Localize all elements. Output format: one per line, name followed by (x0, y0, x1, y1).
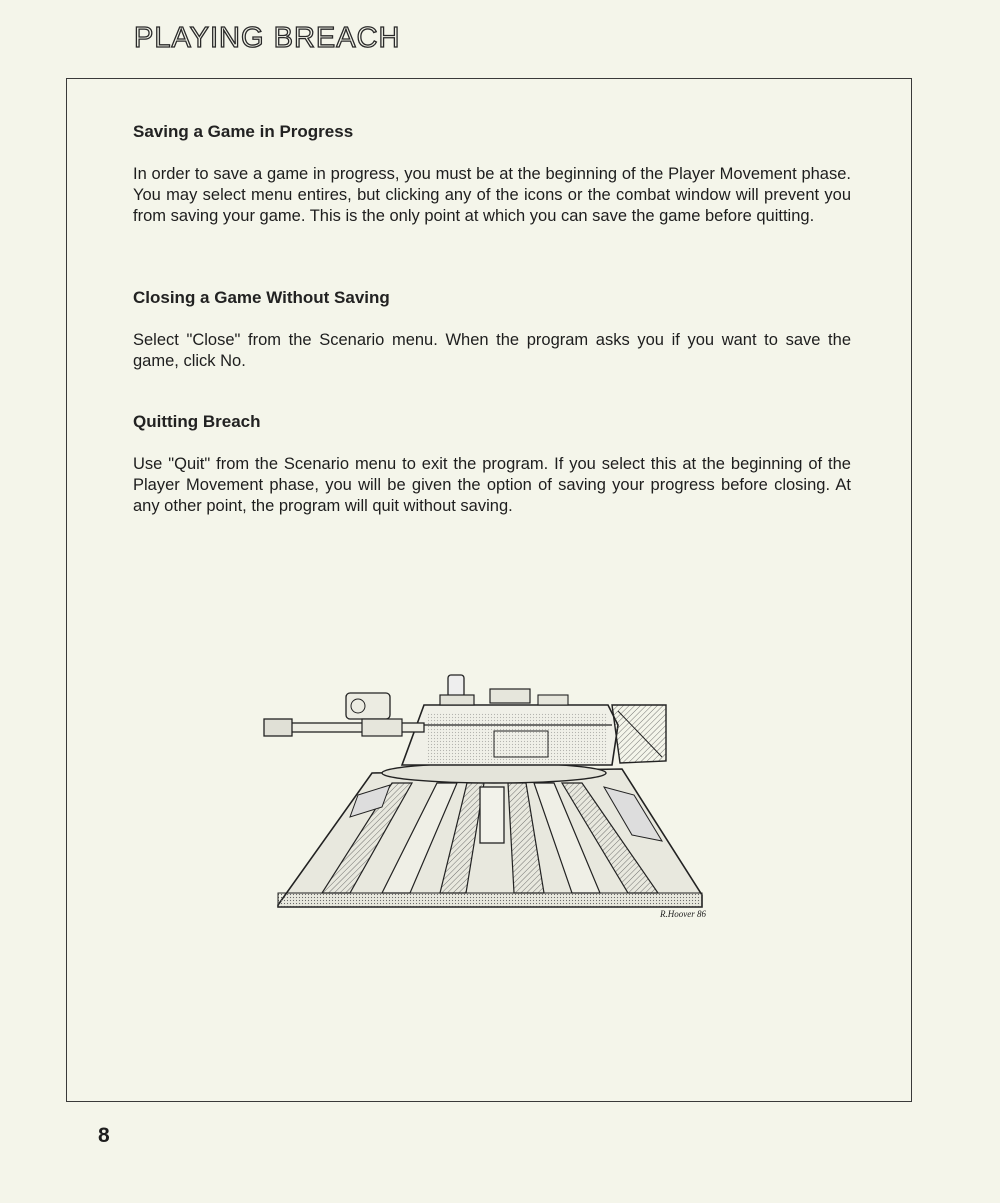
page-number: 8 (98, 1124, 110, 1147)
section-closing-game (133, 288, 851, 372)
section-body: In order to save a game in progress, you must be at the beginning of the Player Movement phase. You may select menu entires, but clicking any of the icons or the combat window will prevent you from saving your game. This is the only point at which you can save the game before quitting. (133, 165, 851, 225)
section-heading: Closing a Game Without Saving (133, 288, 390, 307)
section-body: Select "Close" from the Scenario menu. When the program asks you if you want to save the game, click No. (133, 331, 851, 370)
content-frame (66, 78, 912, 1102)
artist-signature: R.Hoover 86 (660, 909, 706, 919)
page-header-title: PLAYING BREACH (134, 22, 401, 54)
section-quitting (133, 412, 851, 517)
section-heading: Saving a Game in Progress (133, 122, 354, 141)
section-heading: Quitting Breach (133, 412, 261, 431)
section-body: Use "Quit" from the Scenario menu to exit the program. If you select this at the beginning of the Player Movement phase, you will be given the option of saving your progress before closing. At any other point, the program will quit without saving. (133, 455, 851, 515)
section-saving-game (133, 122, 851, 227)
tank-turret-illustration (262, 665, 732, 935)
